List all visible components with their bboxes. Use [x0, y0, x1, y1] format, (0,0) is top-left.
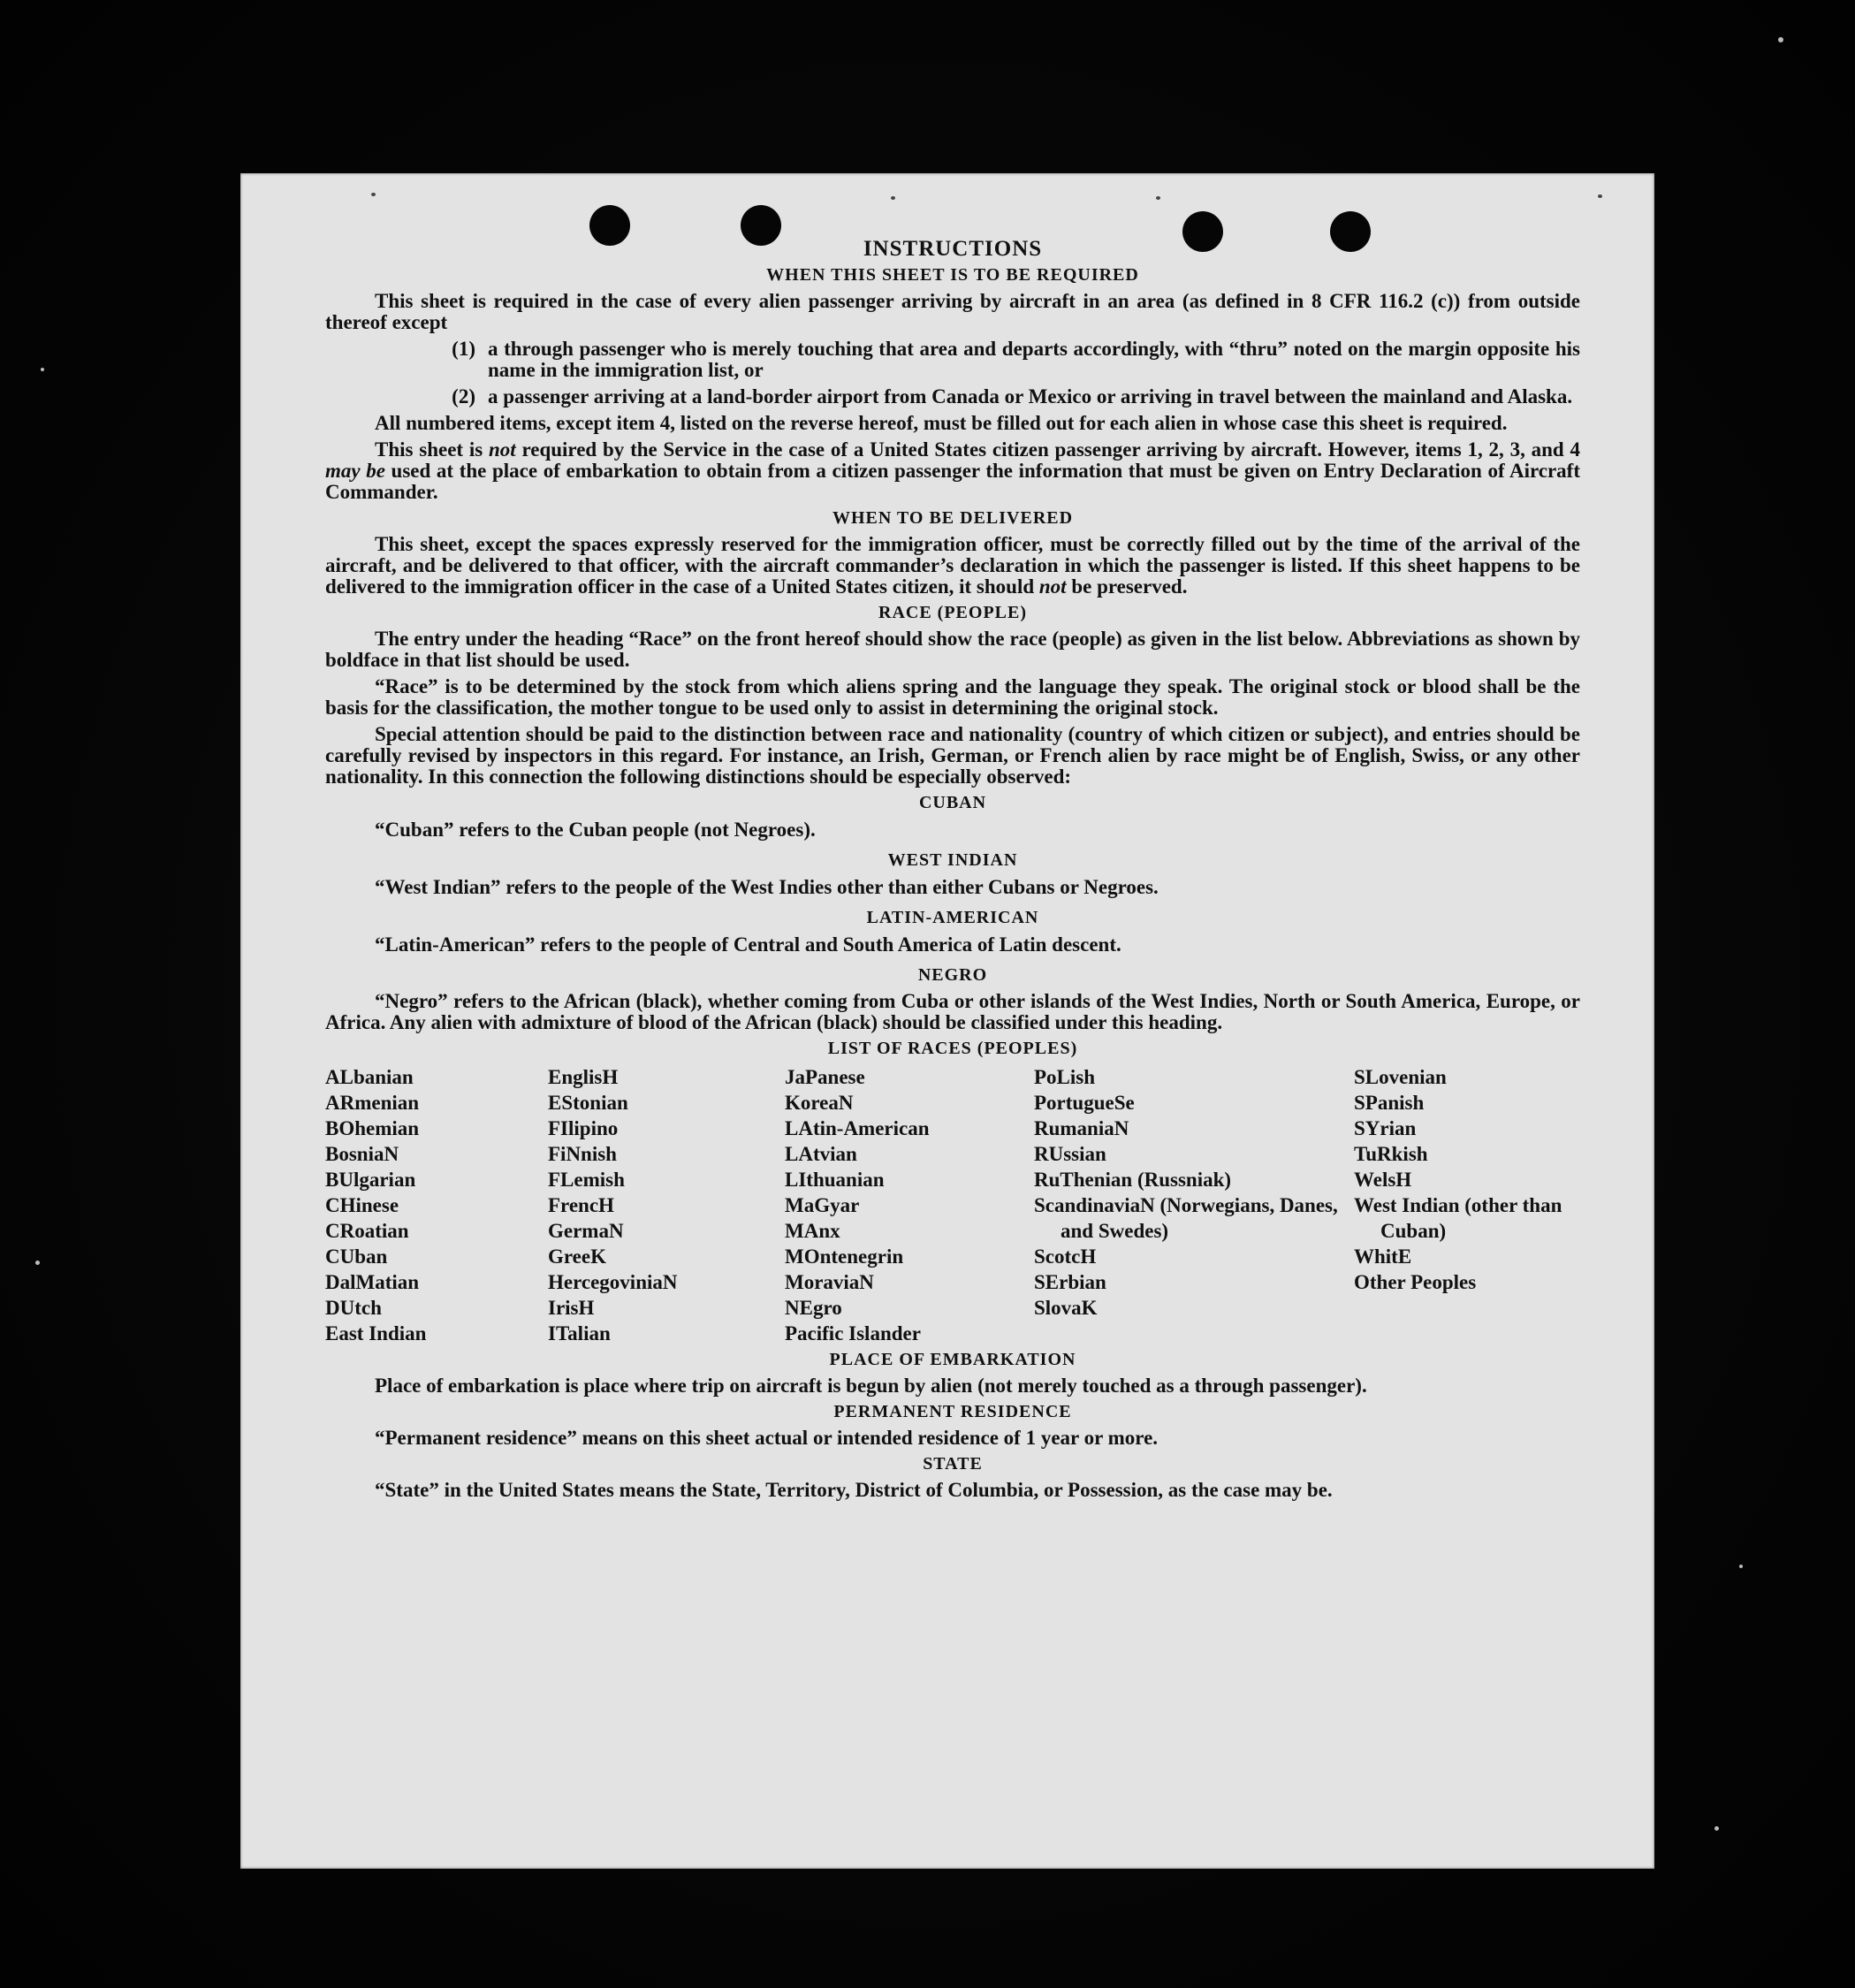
italic-not: not: [488, 438, 516, 461]
film-speck: [35, 1261, 40, 1265]
race-entry: NEgro: [785, 1297, 842, 1319]
paper-mark: [1598, 194, 1602, 198]
race-entry: FIlipino: [548, 1117, 619, 1139]
instructions-content: [325, 237, 1580, 1506]
paragraph-embarkation: Place of embarkation is place where trip on aircraft is begun by alien (not merely touched as a through passenger).: [375, 1375, 1367, 1397]
race-entry: GermaN: [548, 1220, 624, 1242]
text-run: This sheet, except the spaces expressly reserved for the immigration officer, must be correctly filled out by the time of the arrival of the aircraft, and be delivered to that officer, with the aircraft commander’s declaration in which the passenger is listed. If this sheet happens to be delivered to the immigration officer in the case of a United States citizen, it should: [325, 533, 1580, 598]
page-title: INSTRUCTIONS: [863, 237, 1043, 261]
race-entry: JaPanese: [785, 1066, 865, 1088]
definition-title-latin-american: LATIN-AMERICAN: [866, 908, 1039, 927]
paragraph-citizen: [325, 439, 1580, 503]
exception-number: (2): [452, 385, 475, 408]
races-column-3: [785, 1064, 1034, 1346]
race-entry: East Indian: [325, 1322, 427, 1344]
race-entry: SlovaK: [1034, 1297, 1098, 1319]
race-entry: West Indian (other than Cuban): [1354, 1194, 1562, 1242]
section-title-state: STATE: [923, 1454, 983, 1474]
document-sheet: [240, 173, 1654, 1869]
exception-text: a through passenger who is merely touching that area and departs accordingly, with “thru” noted on the margin opposite his name in the immigration list, or: [488, 338, 1580, 381]
race-entry: LAtin-American: [785, 1117, 930, 1139]
races-list-title: LIST OF RACES (PEOPLES): [827, 1039, 1078, 1058]
race-entry: EStonian: [548, 1092, 628, 1114]
race-entry: MoraviaN: [785, 1271, 874, 1293]
races-column-5: [1354, 1064, 1580, 1346]
film-speck: [1739, 1565, 1743, 1568]
races-column-4: [1034, 1064, 1354, 1346]
exception-number: (1): [452, 338, 475, 360]
text-run: This sheet is: [375, 438, 489, 461]
paragraph-required-intro: This sheet is required in the case of every alien passenger arriving by aircraft in an area (as defined in 8 CFR 116.2 (c)) from outside thereof except: [325, 290, 1580, 333]
race-entry: HercegoviniaN: [548, 1271, 678, 1293]
paragraph-race-stock: “Race” is to be determined by the stock from which aliens spring and the language they speak. The original stock or blood shall be the basis for the classification, the mother tongue to be used only to assist in determining the original stock.: [325, 675, 1580, 719]
race-entry: CHinese: [325, 1194, 399, 1216]
film-speck: [1778, 37, 1783, 42]
race-entry: MOntenegrin: [785, 1245, 904, 1268]
race-entry: MAnx: [785, 1220, 840, 1242]
race-entry: ALbanian: [325, 1066, 414, 1088]
race-entry: ScandinaviaN (Norwegians, Danes, and Swedes): [1034, 1194, 1338, 1242]
section-title-residence: PERMANENT RESIDENCE: [833, 1402, 1072, 1421]
races-column-1: [325, 1064, 548, 1346]
paragraph-numbered-items: All numbered items, except item 4, listed on the reverse hereof, must be filled out for each alien in whose case this sheet is required.: [375, 412, 1508, 434]
definition-latin-american: “Latin-American” refers to the people of Central and South America of Latin descent.: [375, 933, 1121, 956]
races-column-2: [548, 1064, 785, 1346]
paragraph-race-nationality: Special attention should be paid to the distinction between race and nationality (country of which citizen or subject), and entries should be carefully revised by inspectors in this regard. For instance, an Irish, German, or French alien by race might be of English, Swiss, or any other nationality. In this connection the following distinctions should be especially observed:: [325, 723, 1580, 788]
definition-title-negro: NEGRO: [917, 965, 988, 985]
section-title-delivered: WHEN TO BE DELIVERED: [832, 508, 1074, 528]
paragraph-delivered: [325, 534, 1580, 598]
race-entry: SYrian: [1354, 1117, 1417, 1139]
race-entry: DalMatian: [325, 1271, 420, 1293]
definition-cuban: “Cuban” refers to the Cuban people (not Negroes).: [375, 819, 816, 841]
definition-west-indian: “West Indian” refers to the people of the West Indies other than either Cubans or Negroes.: [375, 876, 1159, 898]
text-run: in that list should be used.: [399, 649, 630, 671]
race-entry: Other Peoples: [1354, 1271, 1477, 1293]
race-entry: MaGyar: [785, 1194, 860, 1216]
text-run: The entry under the heading “Race” on the front hereof should show the race (people) as given in the list below. Abbreviations as shown by: [375, 628, 1580, 650]
race-entry: CRoatian: [325, 1220, 409, 1242]
race-entry: WhitE: [1354, 1245, 1412, 1268]
race-entry: RUssian: [1034, 1143, 1106, 1165]
race-entry: SErbian: [1034, 1271, 1106, 1293]
paragraph-residence: “Permanent residence” means on this sheet actual or intended residence of 1 year or more.: [375, 1427, 1159, 1449]
paper-mark: [1156, 196, 1160, 200]
paragraph-race-entry: [325, 628, 1580, 671]
text-run: be preserved.: [1066, 575, 1188, 598]
race-entry: SPanish: [1354, 1092, 1425, 1114]
race-entry: PortugueSe: [1034, 1092, 1135, 1114]
exception-item: [325, 339, 1580, 381]
film-speck: [41, 368, 44, 371]
text-run: used at the place of embarkation to obtain from a citizen passenger the information that must be given on Entry Declaration of Aircraft Commander.: [325, 460, 1580, 503]
race-entry: PoLish: [1034, 1066, 1096, 1088]
race-entry: BOhemian: [325, 1117, 420, 1139]
race-entry: FiNnish: [548, 1143, 617, 1165]
definition-negro: “Negro” refers to the African (black), whether coming from Cuba or other islands of the West Indies, North or South America, Europe, or Africa. Any alien with admixture of blood of the African (black) should be classified under this heading.: [325, 990, 1580, 1033]
race-entry: CUban: [325, 1245, 388, 1268]
race-entry: GreeK: [548, 1245, 606, 1268]
exception-text: a passenger arriving at a land-border airport from Canada or Mexico or arriving in travel between the mainland and Alaska.: [488, 385, 1573, 408]
exception-item: [325, 386, 1580, 408]
paper-mark: [371, 193, 376, 196]
text-run: required by the Service in the case of a United States citizen passenger arriving by aircraft. However, items 1, 2, 3, and 4: [515, 438, 1580, 461]
race-entry: BosniaN: [325, 1143, 399, 1165]
paper-mark: [891, 196, 895, 200]
race-entry: RumaniaN: [1034, 1117, 1129, 1139]
races-list: [325, 1064, 1580, 1346]
race-entry: RuThenian (Russniak): [1034, 1169, 1232, 1191]
italic-not: not: [1038, 575, 1067, 598]
section-title-race: RACE (PEOPLE): [878, 603, 1027, 622]
race-entry: ITalian: [548, 1322, 611, 1344]
race-entry: LAtvian: [785, 1143, 857, 1165]
race-entry: WelsH: [1354, 1169, 1412, 1191]
race-entry: ScotcH: [1034, 1245, 1097, 1268]
race-entry: EnglisH: [548, 1066, 619, 1088]
race-entry: FrencH: [548, 1194, 614, 1216]
race-entry: TuRkish: [1354, 1143, 1428, 1165]
race-entry: BUlgarian: [325, 1169, 416, 1191]
race-entry: IrisH: [548, 1297, 595, 1319]
race-entry: Pacific Islander: [785, 1322, 921, 1344]
definition-title-cuban: CUBAN: [918, 793, 987, 812]
paragraph-state: “State” in the United States means the State, Territory, District of Columbia, or Possession, as the case may be.: [375, 1479, 1333, 1501]
section-title-embarkation: PLACE OF EMBARKATION: [829, 1350, 1076, 1369]
race-entry: SLovenian: [1354, 1066, 1447, 1088]
race-entry: FLemish: [548, 1169, 625, 1191]
race-entry: LIthuanian: [785, 1169, 885, 1191]
section-title-required: WHEN THIS SHEET IS TO BE REQUIRED: [766, 265, 1139, 285]
race-entry: ARmenian: [325, 1092, 420, 1114]
bold-boldface: boldface: [325, 649, 399, 671]
race-entry: DUtch: [325, 1297, 382, 1319]
film-speck: [1714, 1826, 1719, 1831]
race-entry: KoreaN: [785, 1092, 854, 1114]
italic-may-be: may be: [325, 460, 385, 482]
definition-title-west-indian: WEST INDIAN: [887, 850, 1018, 870]
